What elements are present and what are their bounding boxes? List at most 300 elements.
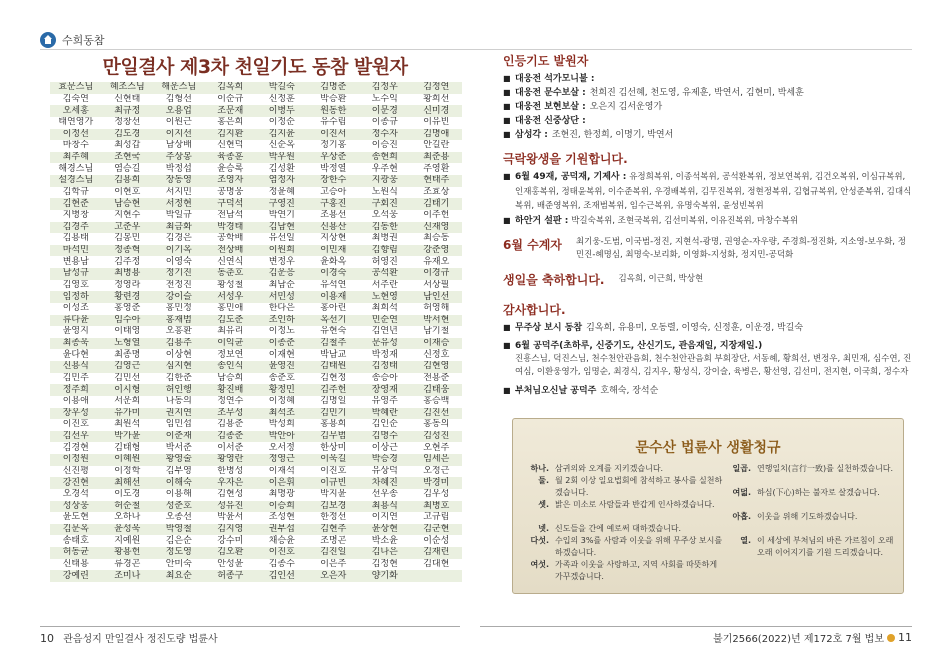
buddha-day-item <box>503 384 913 398</box>
name-cell: 유현숙 <box>308 326 360 338</box>
summer-retreat-value: 박길숙복위, 조현국복위, 김선미복위, 이유진복위, 마창수복위 <box>571 215 799 226</box>
name-cell: 양기화 <box>359 570 411 582</box>
name-cell: 주상봉 <box>153 152 205 164</box>
name-cell: 허순철 <box>102 501 154 513</box>
name-cell: 최해선 <box>102 477 154 489</box>
name-cell: 유상덕 <box>359 466 411 478</box>
name-cell: 혜조스님 <box>102 82 154 94</box>
name-cell: 서정현 <box>153 198 205 210</box>
name-cell: 오세홍 <box>50 105 102 117</box>
name-cell: 김태형 <box>102 442 154 454</box>
name-cell: 이시형 <box>102 384 154 396</box>
table-row <box>50 152 462 164</box>
name-cell: 구회진 <box>359 198 411 210</box>
name-cell: 변정우 <box>256 256 308 268</box>
name-cell: 박혜란 <box>359 408 411 420</box>
name-cell: 정기진 <box>153 268 205 280</box>
footer-right <box>713 630 912 645</box>
name-cell: 서주란 <box>359 280 411 292</box>
name-cell: 김종수 <box>256 559 308 571</box>
name-cell: 이진호 <box>256 547 308 559</box>
name-cell: 이정혜 <box>256 396 308 408</box>
name-cell: 최종욱 <box>50 338 102 350</box>
name-cell: 윤화옥 <box>308 256 360 268</box>
table-row <box>50 198 462 210</box>
rebirth-item <box>503 170 913 214</box>
name-cell: 효문스님 <box>50 82 102 94</box>
name-cell: 이지선 <box>153 129 205 141</box>
name-cell: 이재석 <box>256 466 308 478</box>
name-cell: 최병호 <box>411 501 463 513</box>
name-cell: 김향림 <box>359 245 411 257</box>
thanks-title: 감사합니다. <box>503 302 566 317</box>
name-cell: 이준재 <box>153 431 205 443</box>
table-row <box>50 477 462 489</box>
name-cell: 송승아 <box>359 373 411 385</box>
thanks-label: 무주상 보시 동참 <box>515 322 583 333</box>
rule-text: 가족과 이웃을 사랑하고, 지역 사회를 따뜻하게 가꾸겠습니다. <box>555 560 718 581</box>
names-grid <box>50 82 462 582</box>
page-title: 만일결사 제3차 천일기도 동참 발원자 <box>102 56 408 78</box>
name-cell: 지병창 <box>50 210 102 222</box>
name-cell: 김우성 <box>411 489 463 501</box>
table-row <box>50 361 462 373</box>
section-title: 수희동참 <box>62 34 105 47</box>
name-cell: 이영숙 <box>153 256 205 268</box>
name-cell: 허인행 <box>153 384 205 396</box>
name-cell: 김민주 <box>50 373 102 385</box>
name-cell: 이정원 <box>50 454 102 466</box>
name-cell: 윤영진 <box>256 361 308 373</box>
name-cell: 김한준 <box>153 373 205 385</box>
name-cell: 김주헌 <box>308 384 360 396</box>
name-cell: 조용선 <box>308 210 360 222</box>
rule-text: 하심(下心)하는 불자로 살겠습니다. <box>757 488 880 497</box>
name-cell: 최요순 <box>153 570 205 582</box>
name-cell: 황용헌 <box>102 547 154 559</box>
name-cell: 염승길 <box>102 163 154 175</box>
table-row <box>50 140 462 152</box>
rule-item <box>521 559 726 583</box>
name-cell: 원동한 <box>308 105 360 117</box>
name-cell: 최성갑 <box>102 140 154 152</box>
name-cell: 이주헌 <box>411 210 463 222</box>
name-cell: 최주혜 <box>50 152 102 164</box>
rule-item <box>521 523 726 535</box>
name-cell: 정기홍 <box>308 140 360 152</box>
rule-number: 여섯. <box>530 560 549 569</box>
rebirth-value: 유정희복위, 이종석복위, 공석환복위, 정보연복위, 김건오복위, 이심규복위, 인재홍복위, 정태윤복위, 이수준복위, 우경배복위, 김무진복위, 정현정복위, 김협규복위, 안성준복위, 김대식복위, 배준영복위, 조재범복위, 임수근복위, 유명숙복위, 윤성빈복위 <box>515 172 912 211</box>
name-cell: 이종규 <box>359 117 411 129</box>
rule-number: 셋. <box>538 500 549 509</box>
name-cell: 이용재 <box>308 291 360 303</box>
name-cell: 김군현 <box>411 524 463 536</box>
name-cell: 유영주 <box>359 396 411 408</box>
rule-text: 이웃을 위해 기도하겠습니다. <box>757 512 858 521</box>
name-cell: 김태기 <box>411 198 463 210</box>
thanks-value: 김옥희, 유용미, 오동렬, 이영숙, 신정훈, 이운경, 박길숙 <box>586 322 804 333</box>
name-cell: 김정태 <box>359 361 411 373</box>
rule-number: 열. <box>740 536 751 545</box>
prayer-item <box>503 72 913 86</box>
name-cell: 최승동 <box>411 233 463 245</box>
name-cell: 김철주 <box>308 338 360 350</box>
name-cell: 허종구 <box>205 570 257 582</box>
rebirth-label: 6월 49재, 공덕재, 기제사 : <box>515 172 627 182</box>
name-cell: 김성환 <box>256 163 308 175</box>
name-cell: 김명준 <box>308 82 360 94</box>
name-cell: 남인선 <box>411 291 463 303</box>
name-cell: 홍용희 <box>308 419 360 431</box>
name-cell: 이민재 <box>308 245 360 257</box>
table-row <box>50 129 462 141</box>
name-cell: 지예원 <box>102 535 154 547</box>
merit-label: 6월 공덕주(초하루, 신중기도, 산신기도, 관음재일, 지장재일.) <box>515 340 763 351</box>
name-cell: 김명애 <box>411 129 463 141</box>
name-cell: 고규림 <box>411 512 463 524</box>
name-cell: 홍민정 <box>153 303 205 315</box>
name-cell: 이상근 <box>359 442 411 454</box>
prayer-label: 삼성각 : <box>515 130 548 140</box>
name-cell: 장영재 <box>359 384 411 396</box>
name-cell: 이순규 <box>205 94 257 106</box>
name-cell: 이원희 <box>256 245 308 257</box>
name-cell: 김현준 <box>50 198 102 210</box>
name-cell: 한상미 <box>308 442 360 454</box>
name-cell: 정윤혜 <box>256 187 308 199</box>
rule-item <box>521 535 726 559</box>
name-cell: 김현영 <box>411 361 463 373</box>
name-cell: 이익균 <box>205 338 257 350</box>
name-cell: 이용해 <box>153 489 205 501</box>
table-row <box>50 268 462 280</box>
table-row <box>50 512 462 524</box>
name-cell: 김태웅 <box>411 384 463 396</box>
name-cell: 김정연 <box>411 82 463 94</box>
name-cell: 홍재범 <box>153 315 205 327</box>
rule-text: 수입의 3%를 사람과 이웃을 위해 무주상 보시를 하겠습니다. <box>555 536 723 557</box>
june-title: 6월 수계자 <box>503 237 562 252</box>
name-cell: 최병용 <box>102 268 154 280</box>
name-cell: 김옥희 <box>205 82 257 94</box>
name-cell: 노원식 <box>359 187 411 199</box>
name-cell: 윤도현 <box>50 512 102 524</box>
name-cell: 임세은 <box>411 454 463 466</box>
name-cell: 신정호 <box>411 349 463 361</box>
name-cell: 류경곤 <box>102 559 154 571</box>
name-cell: 김현정 <box>308 373 360 385</box>
rule-text: 이 세상에 부처님의 바른 가르침이 오래오래 이어지기를 기원 드리겠습니다. <box>757 536 894 557</box>
rule-item <box>521 499 726 511</box>
name-cell: 임정하 <box>50 291 102 303</box>
table-row <box>50 82 462 94</box>
name-cell: 오서정 <box>256 442 308 454</box>
name-cell: 최유리 <box>205 326 257 338</box>
rule-number: 다섯. <box>530 536 549 545</box>
name-cell: 송인식 <box>205 361 257 373</box>
name-cell: 김정우 <box>359 82 411 94</box>
name-cell: 최병권 <box>359 233 411 245</box>
name-cell: 오하나 <box>102 512 154 524</box>
name-cell: 조성현 <box>256 512 308 524</box>
name-cell: 이지연 <box>359 512 411 524</box>
name-cell: 강수미 <box>205 535 257 547</box>
name-cell: 김경은 <box>153 233 205 245</box>
square-bullet-icon: ■ <box>503 74 511 83</box>
name-cell: 김재린 <box>411 547 463 559</box>
name-cell: 오현주 <box>411 442 463 454</box>
name-cell: 황희선 <box>411 94 463 106</box>
name-cell: 성유진 <box>205 501 257 513</box>
name-cell: 김용희 <box>102 175 154 187</box>
name-cell: 김동한 <box>359 222 411 234</box>
rebirth-title: 극락왕생을 기원합니다. <box>503 152 628 166</box>
name-cell: 홍영준 <box>102 303 154 315</box>
name-cell: 이성조 <box>50 303 102 315</box>
name-cell: 고준우 <box>102 222 154 234</box>
rule-text: 연행일치(言行一致)를 실천하겠습니다. <box>757 464 894 473</box>
temple-logo-icon <box>40 32 56 48</box>
name-cell <box>411 570 463 582</box>
table-row <box>50 117 462 129</box>
square-bullet-icon: ■ <box>503 215 511 225</box>
name-cell: 마석민 <box>50 245 102 257</box>
name-cell: 남기철 <box>411 326 463 338</box>
table-row <box>50 396 462 408</box>
name-cell: 송준호 <box>256 373 308 385</box>
page-number-left: 10 <box>40 632 54 645</box>
table-row <box>50 233 462 245</box>
name-cell: 장우성 <box>50 408 102 420</box>
rule-item <box>521 463 726 475</box>
name-cell: 전남석 <box>205 210 257 222</box>
name-cell: 우주현 <box>359 163 411 175</box>
rule-number: 넷. <box>538 524 549 533</box>
name-cell: 민순연 <box>359 315 411 327</box>
name-cell: 이경규 <box>411 268 463 280</box>
name-cell: 신용산 <box>308 222 360 234</box>
name-cell: 이해숙 <box>153 477 205 489</box>
table-row <box>50 547 462 559</box>
table-row <box>50 466 462 478</box>
name-cell: 안미숙 <box>153 559 205 571</box>
name-cell: 정연수 <box>205 396 257 408</box>
june-section <box>503 236 913 263</box>
name-cell: 김태원 <box>308 361 360 373</box>
name-cell: 김도준 <box>205 315 257 327</box>
name-cell: 강예린 <box>50 570 102 582</box>
name-cell: 허영해 <box>411 303 463 315</box>
name-cell: 김선우 <box>50 431 102 443</box>
name-cell: 최종명 <box>102 349 154 361</box>
table-row <box>50 373 462 385</box>
table-row <box>50 210 462 222</box>
name-cell: 이경숙 <box>308 268 360 280</box>
name-cell: 마창수 <box>50 140 102 152</box>
merit-value: 진흥스님, 덕진스님, 천수천안관음회, 천수천안관음회 부회장단, 서동혜, 황희선, 변정우, 최민재, 심수연, 진여심, 이환웅영가, 임명순, 최경식, 김지우, 황성식, 강이슬, 육병은, 황선영, 김선미, 전지현, 이국희, 정수자 <box>515 353 912 377</box>
name-cell: 윤승록 <box>205 163 257 175</box>
prayer-value: 천희진 김선혜, 천도영, 유제훈, 박연서, 김현미, 박세훈 <box>589 88 804 98</box>
name-cell: 지광웅 <box>359 175 411 187</box>
table-row <box>50 419 462 431</box>
name-cell: 태연영가 <box>50 117 102 129</box>
table-row <box>50 280 462 292</box>
name-cell: 정영근 <box>256 454 308 466</box>
name-cell: 노수익 <box>359 94 411 106</box>
summer-retreat-item <box>503 214 913 228</box>
rule-text: 신도들을 간에 예로써 대하겠습니다. <box>555 524 682 533</box>
prayer-label: 대웅전 보현보살 : <box>515 102 586 112</box>
name-cell: 김현주 <box>308 524 360 536</box>
name-cell: 김진선 <box>411 408 463 420</box>
right-column <box>503 52 913 398</box>
name-cell: 구덕석 <box>205 198 257 210</box>
name-cell: 김숙연 <box>50 94 102 106</box>
circle-marker-icon <box>887 634 895 642</box>
square-bullet-icon: ■ <box>503 322 511 332</box>
table-row <box>50 408 462 420</box>
name-cell: 김민선 <box>102 373 154 385</box>
name-cell: 박가윤 <box>102 431 154 443</box>
name-cell: 김학규 <box>50 187 102 199</box>
notice-title: 문수산 법륜사 생활청규 <box>635 440 781 456</box>
name-cell: 박정재 <box>359 349 411 361</box>
name-cell: 신순옥 <box>256 140 308 152</box>
name-cell: 이병두 <box>256 105 308 117</box>
name-cell: 오정근 <box>411 466 463 478</box>
name-cell: 이기옥 <box>153 245 205 257</box>
name-cell: 변용남 <box>50 256 102 268</box>
name-cell: 조현국 <box>102 152 154 164</box>
name-cell: 정수자 <box>359 129 411 141</box>
name-cell: 신현태 <box>102 94 154 106</box>
name-cell: 지현수 <box>102 210 154 222</box>
name-cell: 서지민 <box>153 187 205 199</box>
name-cell: 김종준 <box>205 431 257 443</box>
name-cell: 고승아 <box>308 187 360 199</box>
name-cell: 정종혁 <box>102 245 154 257</box>
name-cell: 옥선기 <box>308 315 360 327</box>
name-cell: 전용준 <box>411 373 463 385</box>
name-cell: 한다은 <box>256 303 308 315</box>
name-cell: 허영진 <box>359 256 411 268</box>
name-cell: 권부섭 <box>256 524 308 536</box>
table-row <box>50 245 462 257</box>
name-cell: 이진서 <box>308 129 360 141</box>
prayer-label: 대웅전 신중상단 : <box>515 116 586 126</box>
rules-notice-board <box>512 418 904 594</box>
table-row <box>50 326 462 338</box>
name-cell: 조영자 <box>205 175 257 187</box>
name-cell: 박지윤 <box>308 489 360 501</box>
name-cell: 김보경 <box>308 501 360 513</box>
square-bullet-icon: ■ <box>503 130 511 139</box>
name-cell: 이은주 <box>308 559 360 571</box>
name-cell: 최명광 <box>256 489 308 501</box>
name-cell: 황영란 <box>205 454 257 466</box>
name-cell: 최원석 <box>102 419 154 431</box>
prayer-value: 조현진, 한정희, 이명기, 박연서 <box>551 130 674 140</box>
rule-text: 밝은 미소로 사람들과 반갑게 인사하겠습니다. <box>555 500 715 509</box>
name-cell: 김경주 <box>50 222 102 234</box>
name-cell: 김운응 <box>256 268 308 280</box>
page-number-right: 11 <box>898 631 912 644</box>
name-cell: 주영환 <box>411 163 463 175</box>
name-cell: 최석조 <box>256 408 308 420</box>
birthday-title: 생일을 축하합니다. <box>503 272 605 287</box>
table-row <box>50 291 462 303</box>
buddha-day-value: 호해숙, 장석순 <box>600 385 659 396</box>
name-cell: 이용애 <box>50 396 102 408</box>
name-cell: 구홍진 <box>308 198 360 210</box>
name-cell: 정도영 <box>153 547 205 559</box>
rule-number: 하나. <box>530 464 549 473</box>
name-cell: 정주희 <box>50 384 102 396</box>
table-row <box>50 454 462 466</box>
name-cell: 홍아린 <box>308 303 360 315</box>
name-cell: 송태호 <box>50 535 102 547</box>
name-cell: 우상준 <box>308 152 360 164</box>
name-cell: 전정진 <box>153 280 205 292</box>
name-cell: 이순성 <box>411 535 463 547</box>
name-cell: 김민기 <box>308 408 360 420</box>
name-cell: 이정선 <box>50 129 102 141</box>
name-cell: 황정민 <box>256 384 308 396</box>
prayer-item <box>503 128 913 142</box>
name-cell: 차혜진 <box>359 477 411 489</box>
name-cell: 신진평 <box>50 466 102 478</box>
name-cell: 강이슬 <box>153 291 205 303</box>
table-row <box>50 384 462 396</box>
name-cell: 홍민애 <box>205 303 257 315</box>
name-cell: 윤상현 <box>359 524 411 536</box>
name-cell: 박경미 <box>411 477 463 489</box>
name-cell: 최용식 <box>359 501 411 513</box>
name-cell: 최규정 <box>102 105 154 117</box>
name-cell: 공학배 <box>205 233 257 245</box>
name-cell: 나동의 <box>153 396 205 408</box>
prayer-item <box>503 86 913 100</box>
name-cell: 서운희 <box>102 396 154 408</box>
name-cell: 유석연 <box>308 280 360 292</box>
name-cell: 김영근 <box>102 361 154 373</box>
name-cell: 이도경 <box>102 489 154 501</box>
square-bullet-icon: ■ <box>503 102 511 111</box>
name-cell: 김문옥 <box>50 524 102 536</box>
name-cell: 김나은 <box>359 547 411 559</box>
footer-left-text: 관음성지 만일결사 정진도량 법륜사 <box>63 634 218 645</box>
square-bullet-icon: ■ <box>503 340 511 350</box>
table-row <box>50 187 462 199</box>
name-cell: 이욱길 <box>308 454 360 466</box>
name-cell: 신정훈 <box>256 94 308 106</box>
table-row <box>50 163 462 175</box>
rule-number: 여덟. <box>732 488 751 497</box>
name-cell: 허동균 <box>50 547 102 559</box>
name-cell: 오용업 <box>153 105 205 117</box>
name-cell: 오흥환 <box>153 326 205 338</box>
name-cell: 이진호 <box>308 466 360 478</box>
name-cell: 김용준 <box>205 419 257 431</box>
buddha-day-label: 부처님오신날 공덕주 <box>515 385 597 396</box>
rule-number: 둘. <box>538 476 549 485</box>
name-cell: 서성우 <box>205 291 257 303</box>
square-bullet-icon: ■ <box>503 172 511 181</box>
name-cell: 임수아 <box>102 315 154 327</box>
name-cell: 신연식 <box>205 256 257 268</box>
name-cell: 신태용 <box>50 559 102 571</box>
rule-item <box>723 463 898 475</box>
